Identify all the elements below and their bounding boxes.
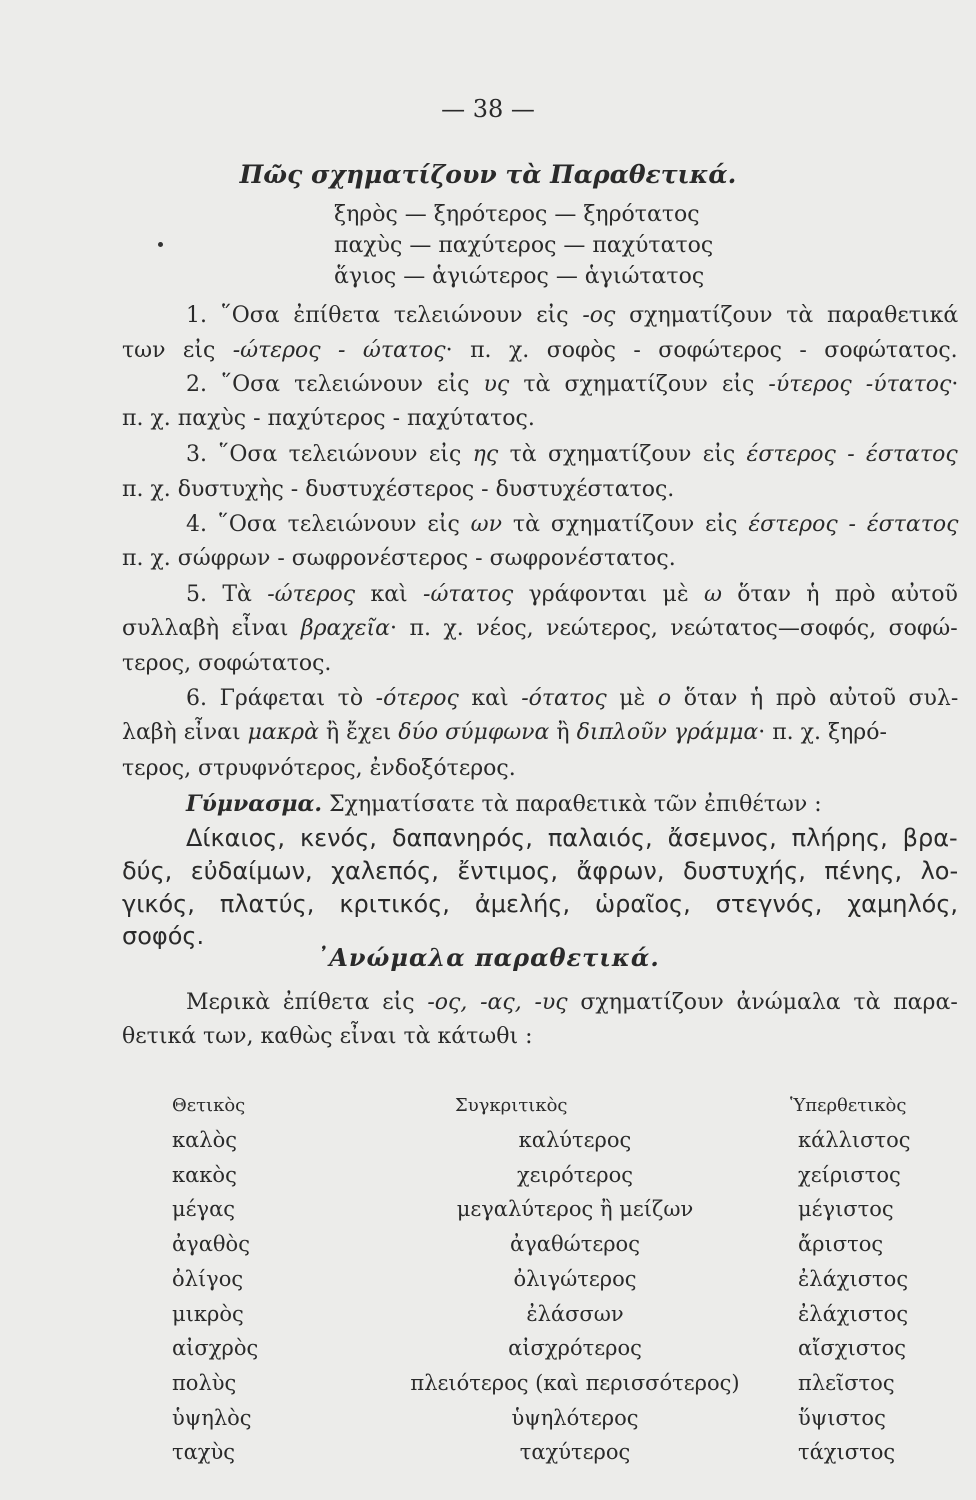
exercise-line-2: δύς, εὐδαίμων, χαλεπός, ἔντιμος, ἄφρων, δυστυχής, πένης, λο-	[122, 857, 959, 885]
cell-superlative: ἄριστος	[798, 1232, 884, 1257]
page-title: Πῶς σχηματίζουν τὰ Παραθετικά.	[239, 160, 737, 189]
header-comparative: Συγκριτικὸς	[455, 1095, 568, 1116]
cell-comparative: πλειότερος (καὶ περισσότερος)	[410, 1370, 740, 1395]
rule-3-line-1: 3. ῞Οσα τελειώνουν εἰς ης τὰ σχηματίζουν εἰς έστερος - έστατος	[186, 442, 958, 467]
example-line-1: ξηρὸς — ξηρότερος — ξηρότατος	[334, 202, 700, 227]
example-line-3: ἅγιος — ἁγιώτερος — ἁγιώτατος	[334, 264, 705, 289]
rule-1-line-2: των εἰς -ώτερος - ώτατος· π. χ. σοφὸς - σοφώτερος - σοφώτατος.	[122, 338, 958, 363]
exercise-line-1: Δίκαιος, κενός, δαπανηρός, παλαιός, ἄσεμνος, πλήρης, βρα-	[186, 824, 958, 852]
rule-1-line-1: 1. ῞Οσα ἐπίθετα τελειώνουν εἰς -ος σχηματίζουν τὰ παραθετικά	[186, 303, 959, 328]
intro-line-1: Μερικὰ ἐπίθετα εἰς -ος, -ας, -υς σχηματίζουν ἀνώμαλα τὰ παρα-	[186, 990, 958, 1015]
cell-positive: μέγας	[172, 1197, 236, 1222]
exercise-line-4: σοφός.	[122, 922, 205, 950]
intro-line-2: θετικά των, καθὼς εἶναι τὰ κάτωθι :	[122, 1024, 533, 1049]
cell-comparative: ταχύτερος	[519, 1440, 631, 1465]
rule-4-line-2: π. χ. σώφρων - σωφρονέστερος - σωφρονέστατος.	[122, 546, 676, 571]
cell-comparative: χειρότερος	[516, 1162, 634, 1187]
cell-superlative: πλεῖστος	[798, 1370, 895, 1395]
cell-positive: κακὸς	[172, 1162, 237, 1187]
exercise-heading: Γύμνασμα. Σχηματίσατε τὰ παραθετικὰ τῶν ἐπιθέτων :	[186, 791, 822, 817]
cell-comparative: ὑψηλότερος	[511, 1405, 639, 1430]
page-number: — 38 —	[441, 95, 535, 123]
rule-2-line-1: 2. ῞Οσα τελειώνουν εἰς υς τὰ σχηματίζουν εἰς -ύτερος -ύτατος·	[186, 372, 959, 397]
cell-superlative: χείριστος	[798, 1162, 901, 1187]
cell-positive: πολὺς	[172, 1370, 237, 1395]
cell-positive: καλὸς	[172, 1128, 238, 1152]
cell-positive: ἀγαθὸς	[172, 1232, 250, 1257]
cell-superlative: αἴσχιστος	[798, 1336, 907, 1361]
rule-4-line-1: 4. ῞Οσα τελειώνουν εἰς ων τὰ σχηματίζουν εἰς έστερος - έστατος	[186, 512, 959, 537]
cell-superlative: ἐλάχιστος	[798, 1301, 909, 1326]
rule-3-line-2: π. χ. δυστυχὴς - δυστυχέστερος - δυστυχέστατος.	[122, 477, 675, 502]
rule-5-line-3: τερος, σοφώτατος.	[122, 651, 332, 676]
cell-positive: μικρὸς	[172, 1301, 244, 1326]
cell-superlative: μέγιστος	[798, 1197, 894, 1222]
section-subtitle: ᾿Ανώμαλα παραθετικά.	[316, 943, 660, 972]
rule-5-line-1: 5. Τὰ -ώτερος καὶ -ώτατος γράφονται μὲ ω ὅταν ἡ πρὸ αὐτοῦ	[186, 582, 958, 607]
rule-5-line-2: συλλαβὴ εἶναι βραχεῖα· π. χ. νέος, νεώτερος, νεώτατος—σοφός, σοφώ-	[122, 616, 958, 641]
cell-comparative: καλύτερος	[518, 1128, 632, 1152]
cell-superlative: κάλλιστος	[798, 1128, 911, 1152]
rule-6-line-3: τερος, στρυφνότερος, ἐνδοξότερος.	[122, 756, 516, 781]
rule-6-line-1: 6. Γράφεται τὸ -ότερος καὶ -ότατος μὲ ο ὅταν ἡ πρὸ αὐτοῦ συλ-	[186, 686, 959, 711]
exercise-line-3: γικός, πλατύς, κριτικός, ἀμελής, ὡραῖος, στεγνός, χαμηλός,	[122, 890, 959, 918]
cell-comparative: ὀλιγώτερος	[513, 1266, 637, 1291]
cell-superlative: τάχιστος	[798, 1440, 896, 1465]
cell-superlative: ἐλάχιστος	[798, 1266, 909, 1291]
cell-comparative: ἐλάσσων	[526, 1301, 624, 1326]
cell-superlative: ὕψιστος	[798, 1405, 886, 1430]
cell-positive: ὑψηλὸς	[172, 1405, 252, 1430]
example-line-2: παχὺς — παχύτερος — παχύτατος	[334, 233, 714, 258]
header-positive: Θετικὸς	[172, 1095, 246, 1116]
cell-comparative: μεγαλύτερος ἢ μείζων	[456, 1197, 694, 1222]
cell-positive: αἰσχρὸς	[172, 1336, 259, 1361]
rule-2-line-2: π. χ. παχὺς - παχύτερος - παχύτατος.	[122, 406, 535, 431]
header-superlative: Ὑπερθετικὸς	[790, 1095, 907, 1116]
cell-comparative: ἀγαθώτερος	[510, 1232, 640, 1257]
cell-positive: ταχὺς	[172, 1440, 236, 1465]
cell-comparative: αἰσχρότερος	[508, 1336, 642, 1361]
rule-6-line-2: λαβὴ εἶναι μακρὰ ἢ ἔχει δύο σύμφωνα ἢ διπλοῦν γράμμα· π. χ. ξηρό-	[122, 720, 887, 745]
margin-dot	[158, 242, 163, 247]
cell-positive: ὀλίγος	[172, 1266, 244, 1291]
